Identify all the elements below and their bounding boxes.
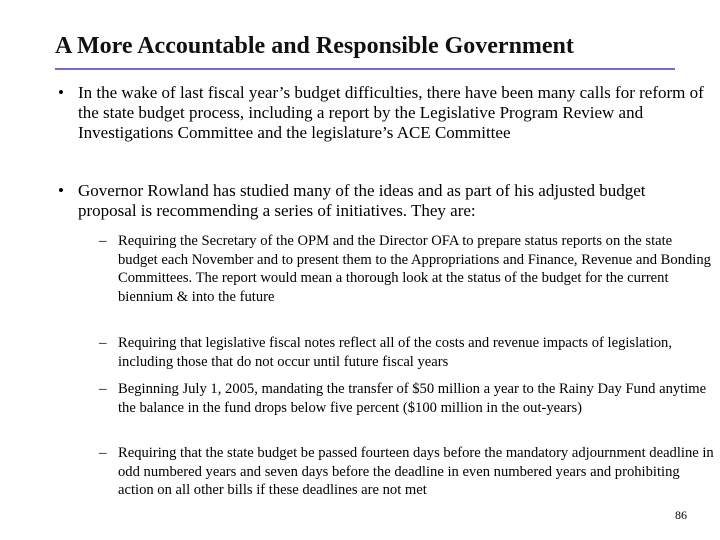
sub-bullet-marker: –: [99, 381, 107, 397]
title-divider: [55, 68, 675, 70]
sub-bullet-text: Beginning July 1, 2005, mandating the transfer of $50 million a year to the Rainy Day Fund anytime the balance in the fund drops below five percent ($100 million in the out-years): [118, 381, 707, 416]
sub-bullet-item: [99, 380, 715, 417]
bullet-marker: •: [58, 83, 64, 102]
sub-bullet-marker: –: [99, 335, 107, 351]
bullet-text: Governor Rowland has studied many of the ideas and as part of his adjusted budget proposal is recommending a series of initiatives. They are:: [78, 181, 646, 220]
sub-bullet-text: Requiring that legislative fiscal notes reflect all of the costs and revenue impacts of legislation, including those that do not occur until future fiscal years: [118, 335, 672, 370]
sub-bullet-item: [99, 444, 715, 500]
slide-title: A More Accountable and Responsible Government: [55, 33, 574, 59]
sub-bullet-item: [99, 232, 715, 306]
sub-bullet-text: Requiring that the state budget be passed fourteen days before the mandatory adjournment deadline in odd numbered years and seven days before the deadline in even numbered years and prohibiting action on all other bills if these deadlines are not met: [118, 445, 714, 498]
sub-bullet-item: [99, 334, 715, 371]
bullet-marker: •: [58, 181, 64, 200]
sub-bullet-text: Requiring the Secretary of the OPM and the Director OFA to prepare status reports on the state budget each November and to present them to the Appropriations and Finance, Revenue and Bonding Committees. The report would mean a thorough look at the status of the budget for the current biennium & into the future: [118, 233, 711, 305]
sub-bullet-marker: –: [99, 445, 107, 461]
sub-bullet-marker: –: [99, 233, 107, 249]
bullet-item: [58, 83, 708, 143]
bullet-item: [58, 181, 708, 221]
page-number: 86: [675, 508, 687, 522]
bullet-text: In the wake of last fiscal year’s budget difficulties, there have been many calls for reform of the state budget process, including a report by the Legislative Program Review and Investigations Committee and the legislature’s ACE Committee: [78, 83, 704, 142]
